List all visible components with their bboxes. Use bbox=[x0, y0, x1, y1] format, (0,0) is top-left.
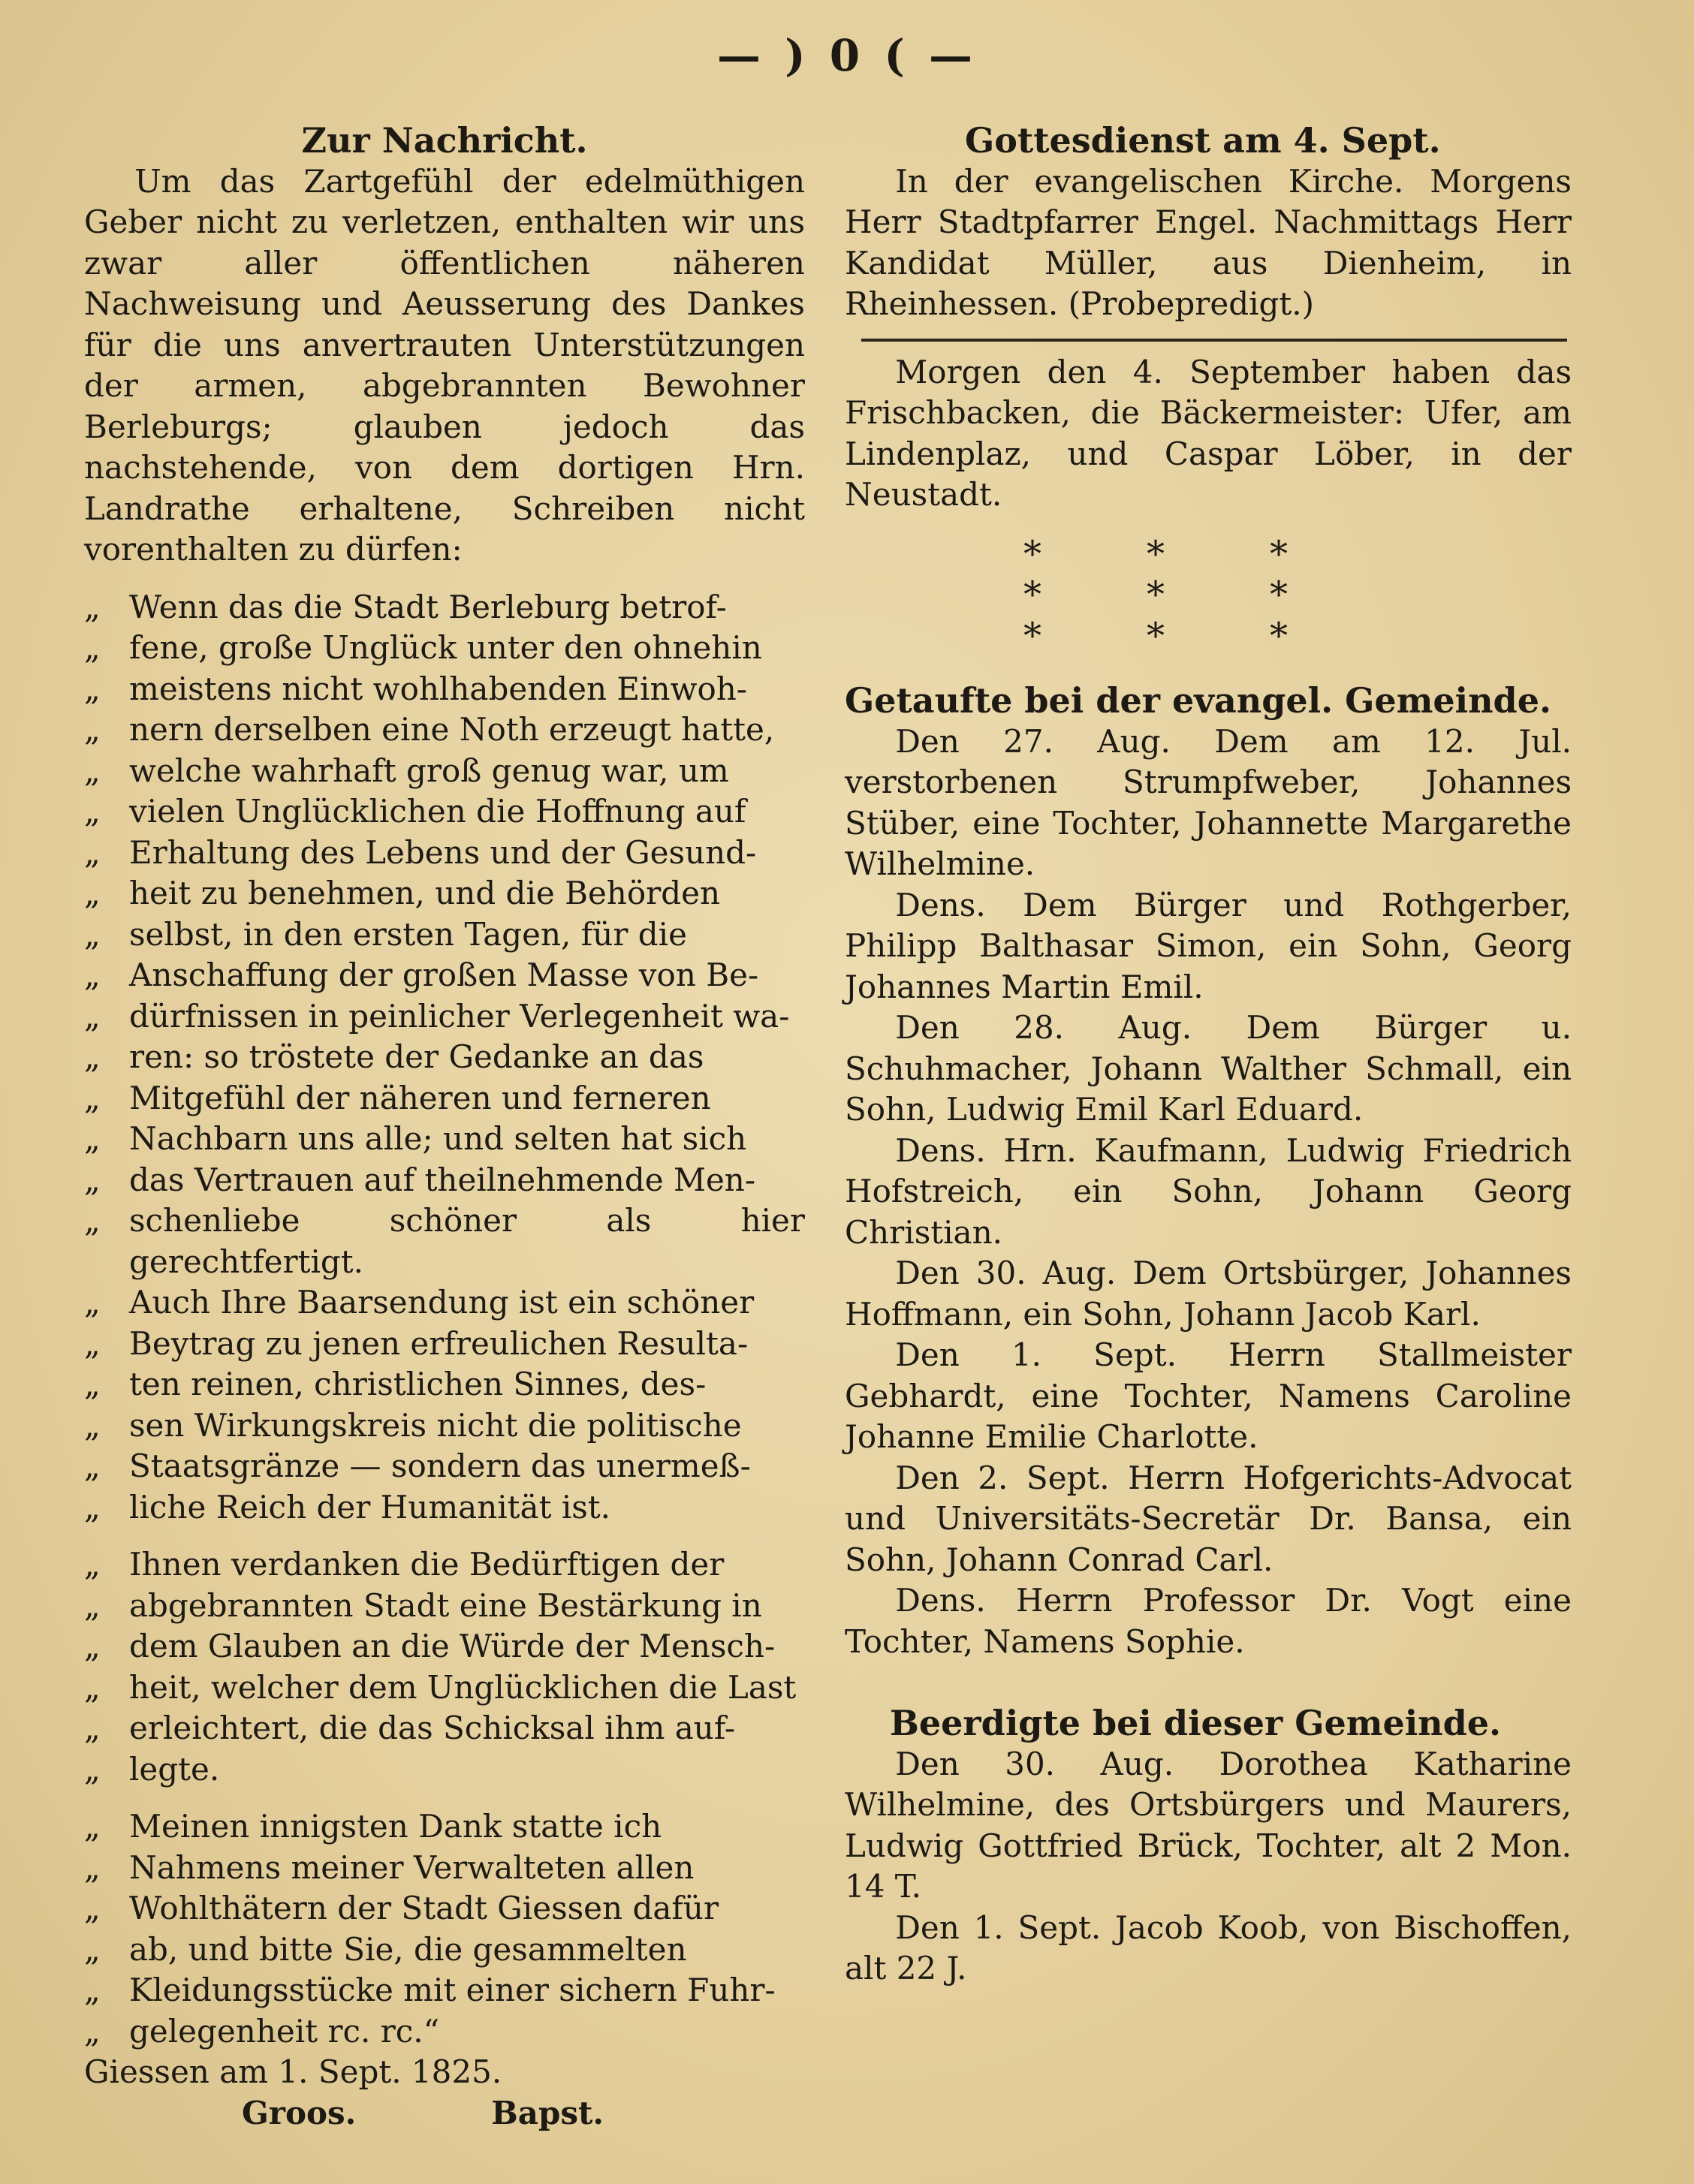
letter-line bbox=[84, 1282, 805, 1324]
quote-mark: „ bbox=[84, 1202, 101, 1239]
letter-line bbox=[84, 1848, 805, 1889]
quote-mark: „ bbox=[84, 1546, 101, 1583]
quote-mark: „ bbox=[84, 1586, 101, 1624]
divider-rule bbox=[861, 339, 1567, 342]
letter-line-text: liche Reich der Humanität ist. bbox=[129, 1488, 611, 1526]
place-date: Giessen am 1. Sept. 1825. bbox=[84, 2053, 502, 2090]
quote-mark: „ bbox=[84, 1038, 101, 1075]
register-entry: Dens. Hrn. Kaufmann, Ludwig Friedrich Hofstreich, ein Sohn, Johann Georg Christian. bbox=[845, 1131, 1572, 1251]
quote-mark: „ bbox=[84, 670, 101, 707]
letter-line bbox=[84, 1037, 805, 1078]
bakers-notice: Morgen den 4. September haben das Frischbacken, die Bäckermeister: Ufer, am Lindenplaz, und Caspar Löber, in der Neustadt. bbox=[845, 353, 1572, 513]
baptized-title: Getaufte bei der evangel. Gemeinde. bbox=[845, 680, 1552, 721]
register-entry: Dens. Dem Bürger und Rothgerber, Philipp Balthasar Simon, ein Sohn, Georg Johannes Martin Emil. bbox=[845, 886, 1572, 1005]
register-entry: Dens. Herrn Professor Dr. Vogt eine Tochter, Namens Sophie. bbox=[845, 1582, 1572, 1660]
letter-line bbox=[84, 955, 805, 996]
letter-line-text: Anschaffung der großen Masse von Be- bbox=[129, 956, 759, 993]
letter-line-text: vielen Unglücklichen die Hoffnung auf bbox=[129, 793, 746, 830]
letter-line bbox=[84, 1626, 805, 1667]
quote-mark: „ bbox=[84, 833, 101, 871]
letter-line-text: sen Wirkungskreis nicht die politische bbox=[129, 1406, 742, 1444]
quote-mark: „ bbox=[84, 588, 101, 625]
quote-mark: „ bbox=[84, 1710, 101, 1746]
letter-line-text: abgebrannten Stadt eine Bestärkung in bbox=[129, 1586, 762, 1624]
quote-mark: „ bbox=[84, 1284, 101, 1321]
quote-mark: „ bbox=[84, 956, 101, 993]
letter-paragraph-1 bbox=[84, 587, 805, 1529]
quote-mark: „ bbox=[84, 2012, 101, 2050]
letter-line bbox=[84, 1078, 805, 1119]
letter-line bbox=[84, 1806, 805, 1848]
signatures bbox=[84, 2093, 805, 2134]
register-entry: Den 27. Aug. Dem am 12. Jul. verstorbenen Strumpfweber, Johannes Stüber, eine Tochter, Johannette Margarethe Wilhelmine. bbox=[845, 722, 1572, 882]
notice-intro: Um das Zartgefühl der edelmüthigen Geber nicht zu verletzen, enthalten wir uns zwar aller öffentlichen näheren Nachweisung und Aeusserung des Dankes für die uns anvertrauten Unterstützungen der armen, abgebrannten Bewohner Berleburgs; glauben jedoch das nachstehende, von dem dortigen Hrn. Landrathe erhaltene, Schreiben nicht vorenthalten zu dürfen: bbox=[84, 162, 805, 568]
letter-line bbox=[84, 1364, 805, 1405]
letter-line bbox=[84, 751, 805, 792]
letter-line bbox=[84, 1708, 805, 1749]
letter-line bbox=[84, 791, 805, 833]
quote-mark: „ bbox=[84, 1406, 101, 1444]
quote-mark: „ bbox=[84, 1930, 101, 1968]
letter-line-text: Auch Ihre Baarsendung ist ein schöner bbox=[129, 1284, 755, 1321]
page-number: — ) 0 ( — bbox=[716, 30, 977, 81]
quote-mark: „ bbox=[84, 1750, 101, 1788]
letter-line-text: ten reinen, christlichen Sinnes, des- bbox=[129, 1366, 707, 1402]
letter-line-text: legte. bbox=[129, 1750, 220, 1788]
letter-line bbox=[84, 587, 805, 628]
letter-line-text: ab, und bitte Sie, die gesammelten bbox=[129, 1930, 687, 1968]
register-entry: Den 30. Aug. Dorothea Katharine Wilhelmine, des Ortsbürgers und Maurers, Ludwig Gottfried Brück, Tochter, alt 2 Mon. 14 T. bbox=[845, 1745, 1572, 1905]
letter-line-text: Staatsgränze — sondern das unermeß- bbox=[129, 1447, 751, 1484]
letter-line bbox=[84, 1667, 805, 1709]
letter-line-text: das Vertrauen auf theilnehmende Men- bbox=[129, 1161, 756, 1198]
buried-list bbox=[845, 1744, 1572, 1990]
quote-mark: „ bbox=[84, 1972, 101, 2008]
quote-mark: „ bbox=[84, 1120, 101, 1157]
quote-mark: „ bbox=[84, 1161, 101, 1198]
quote-mark: „ bbox=[84, 629, 101, 666]
letter-line-text: selbst, in den ersten Tagen, für die bbox=[129, 915, 687, 953]
letter-line bbox=[84, 669, 805, 710]
letter-line-text: Nachbarn uns alle; und selten hat sich bbox=[129, 1120, 747, 1157]
asterism: *** *** *** bbox=[1023, 532, 1393, 657]
quote-mark: „ bbox=[84, 793, 101, 830]
quote-mark: „ bbox=[84, 1447, 101, 1484]
letter-line-text: ren: so tröstete der Gedanke an das bbox=[129, 1038, 704, 1075]
letter-line-text: meistens nicht wohlhabenden Einwoh- bbox=[129, 670, 747, 707]
letter-line-text: dürfnissen in peinlicher Verlegenheit wa- bbox=[129, 997, 790, 1035]
letter-line bbox=[84, 996, 805, 1038]
quote-mark: „ bbox=[84, 1324, 101, 1362]
letter-line bbox=[84, 1405, 805, 1447]
letter-line bbox=[84, 628, 805, 669]
register-entry: Den 1. Sept. Jacob Koob, von Bischoffen, alt 22 J. bbox=[845, 1908, 1572, 1987]
letter-line bbox=[84, 873, 805, 914]
service-text: In der evangelischen Kirche. Morgens Herr Stadtpfarrer Engel. Nachmittags Herr Kandidat Müller, aus Dienheim, in Rheinhessen. (Probepredigt.) bbox=[845, 162, 1572, 322]
letter-line bbox=[84, 914, 805, 956]
letter-line-text: welche wahrhaft groß genug war, um bbox=[129, 752, 729, 789]
letter-line bbox=[84, 833, 805, 874]
letter-line-text: Wohlthätern der Stadt Giessen dafür bbox=[129, 1890, 719, 1926]
signer-groos: Groos. bbox=[242, 2094, 357, 2131]
letter-line bbox=[84, 1544, 805, 1586]
quote-mark: „ bbox=[84, 1890, 101, 1926]
notice-title: Zur Nachricht. bbox=[301, 120, 588, 161]
letter-line bbox=[84, 1749, 805, 1791]
letter-line-text: erleichtert, die das Schicksal ihm auf- bbox=[129, 1710, 736, 1746]
quote-mark: „ bbox=[84, 1488, 101, 1526]
quote-mark: „ bbox=[84, 997, 101, 1035]
quote-mark: „ bbox=[84, 1668, 101, 1706]
register-entry: Den 30. Aug. Dem Ortsbürger, Johannes Hoffmann, ein Sohn, Johann Jacob Karl. bbox=[845, 1255, 1572, 1333]
letter-line bbox=[84, 1160, 805, 1201]
left-column bbox=[84, 120, 805, 2134]
letter-line bbox=[84, 2011, 805, 2053]
quote-mark: „ bbox=[84, 1628, 101, 1664]
letter-line-text: Kleidungsstücke mit einer sichern Fuhr- bbox=[129, 1972, 776, 2008]
quote-mark: „ bbox=[84, 711, 101, 748]
letter-line bbox=[84, 1119, 805, 1160]
letter-line bbox=[84, 1446, 805, 1487]
letter-line bbox=[84, 1929, 805, 1971]
letter-line-text: heit zu benehmen, und die Behörden bbox=[129, 875, 721, 911]
letter-line-text: dem Glauben an die Würde der Mensch- bbox=[129, 1628, 776, 1664]
letter-line-text: Ihnen verdanken die Bedürftigen der bbox=[129, 1546, 725, 1583]
quote-mark: „ bbox=[84, 1808, 101, 1845]
quote-mark: „ bbox=[84, 1079, 101, 1116]
letter-line bbox=[84, 1888, 805, 1929]
register-entry: Den 2. Sept. Herrn Hofgerichts-Advocat und Universitäts-Secretär Dr. Bansa, ein Sohn, Johann Conrad Carl. bbox=[845, 1459, 1572, 1578]
letter-line bbox=[84, 1487, 805, 1529]
letter-line bbox=[84, 1586, 805, 1627]
baptized-list bbox=[845, 721, 1572, 1663]
letter-line-text: gelegenheit rc. rc.“ bbox=[129, 2012, 440, 2050]
quote-mark: „ bbox=[84, 1848, 101, 1886]
letter-line-text: Nahmens meiner Verwalteten allen bbox=[129, 1848, 695, 1886]
letter-line bbox=[84, 1324, 805, 1365]
letter-line-text: Wenn das die Stadt Berleburg betrof- bbox=[129, 588, 727, 625]
signer-bapst: Bapst. bbox=[491, 2094, 604, 2131]
buried-title: Beerdigte bei dieser Gemeinde. bbox=[890, 1703, 1502, 1743]
letter-line-text: Meinen innigsten Dank statte ich bbox=[129, 1808, 662, 1845]
register-entry: Den 1. Sept. Herrn Stallmeister Gebhardt, eine Tochter, Namens Caroline Johanne Emilie Charlotte. bbox=[845, 1336, 1572, 1455]
letter-line bbox=[84, 1200, 805, 1282]
service-title: Gottesdienst am 4. Sept. bbox=[965, 120, 1441, 161]
letter-paragraph-3 bbox=[84, 1806, 805, 2052]
quote-mark: „ bbox=[84, 915, 101, 953]
letter-line bbox=[84, 709, 805, 751]
quote-mark: „ bbox=[84, 1366, 101, 1402]
letter-line-text: Mitgefühl der näheren und ferneren bbox=[129, 1079, 711, 1116]
quote-mark: „ bbox=[84, 875, 101, 911]
letter-line-text: schenliebe schöner als hier gerechtfertigt. bbox=[129, 1202, 805, 1280]
letter-paragraph-2 bbox=[84, 1544, 805, 1790]
letter-line-text: Beytrag zu jenen erfreulichen Resulta- bbox=[129, 1324, 749, 1362]
letter-line-text: nern derselben eine Noth erzeugt hatte, bbox=[129, 711, 775, 748]
letter-line bbox=[84, 1970, 805, 2011]
letter-line-text: Erhaltung des Lebens und der Gesund- bbox=[129, 833, 757, 871]
letter-line-text: fene, große Unglück unter den ohnehin bbox=[129, 629, 762, 666]
quote-mark: „ bbox=[84, 752, 101, 789]
register-entry: Den 28. Aug. Dem Bürger u. Schuhmacher, Johann Walther Schmall, ein Sohn, Ludwig Emil Karl Eduard. bbox=[845, 1009, 1572, 1128]
right-column bbox=[845, 120, 1572, 1990]
letter-line-text: heit, welcher dem Unglücklichen die Last bbox=[129, 1668, 797, 1706]
